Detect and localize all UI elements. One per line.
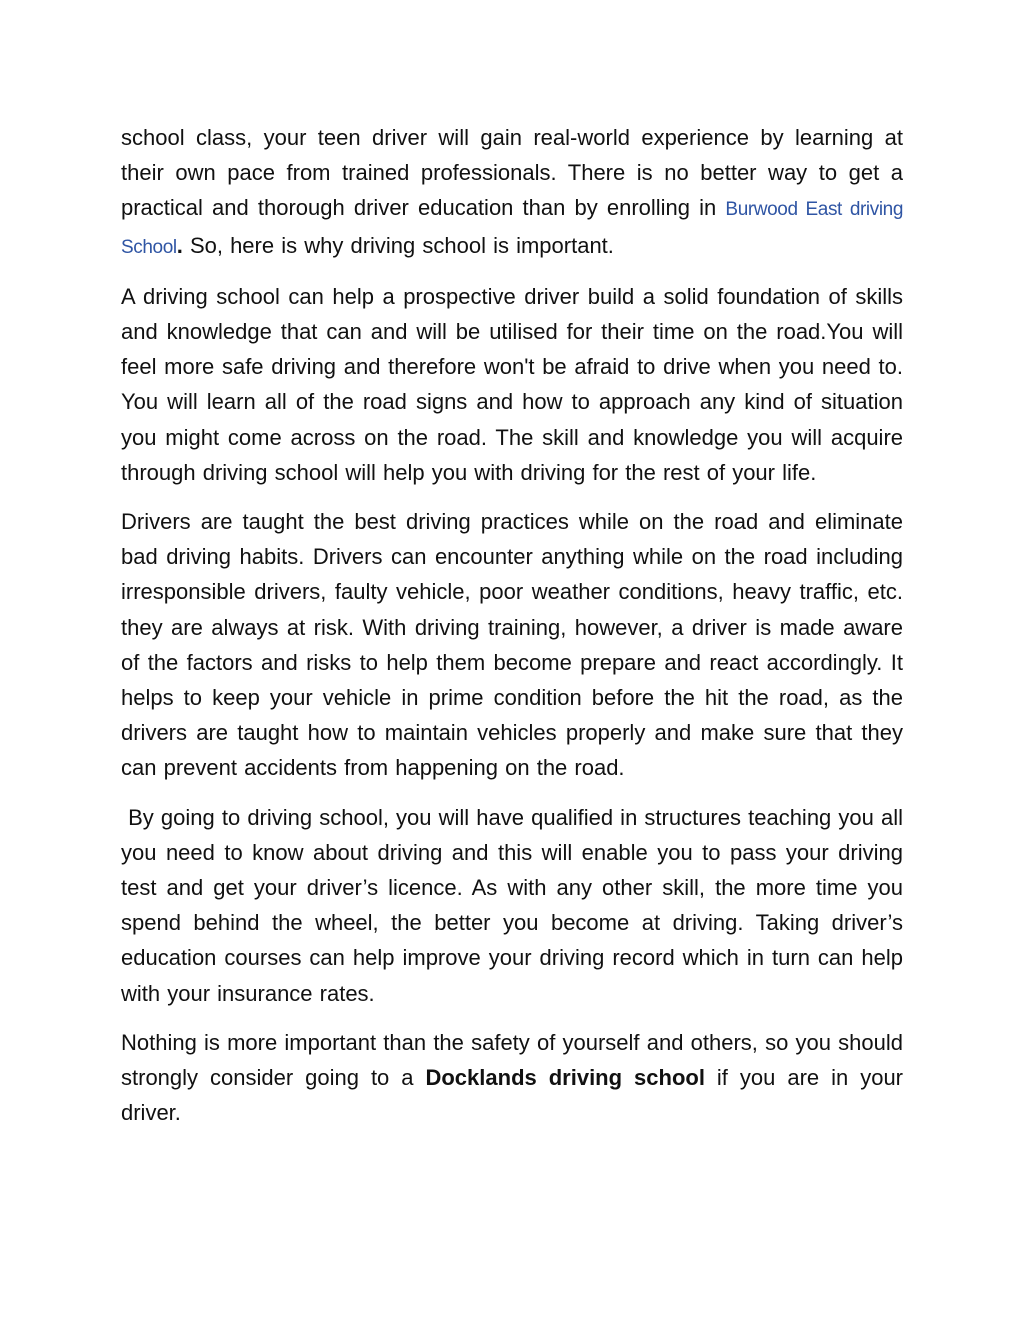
paragraph-intro-text: school class, your teen driver will gain real-world experience by learning at their own pace from trained professionals. There is no better way to get a practical and thorough driver education than by enrolling in xyxy=(121,125,903,221)
period-bold: . xyxy=(176,232,183,258)
paragraph-qualified-instructors: By going to driving school, you will have qualified in structures teaching you all you need to know about driving and this will enable you to pass your driving test and get your driver’s licence. As with any other skill, the more time you spend behind the wheel, the better you become at driving. Taking driver’s education courses can help improve your driving record which in turn can help with your insurance rates. xyxy=(121,804,911,1006)
paragraph-foundation: A driving school can help a prospective driver build a solid foundation of skills and knowledge that can and will be utilised for their time on the road.You will feel more safe driving and therefore won't be afraid to drive when you need to. You will learn all of the road signs and how to approach any kind of situation you might come across on the road. The skill and knowledge you will acquire through driving school will help you with driving for the rest of your life. xyxy=(121,283,903,485)
paragraph-conclusion-text-end: if you are in your driver. xyxy=(121,1065,904,1126)
burwood-east-driving-school-link[interactable]: Burwood East driving School xyxy=(121,199,903,258)
paragraph-best-practices: Drivers are taught the best driving practices while on the road and eliminate bad driving habits. Drivers can encounter anything while on the road including irresponsible drivers, faulty vehicle, poor weather conditions, heavy traffic, etc. they are always at risk. With driving training, however, a driver is made aware of the factors and risks to help them become prepare and react accordingly. It helps to keep your vehicle in prime condition before the hit the road, as the drivers are taught how to maintain vehicles properly and make sure that they can prevent accidents from happening on the road. xyxy=(121,509,903,781)
docklands-driving-school-bold: Docklands driving school xyxy=(425,1065,705,1091)
document-page xyxy=(121,120,911,1144)
paragraph-conclusion-text: Nothing is more important than the safety of yourself and others, so you should strongly consider going to a xyxy=(121,1029,903,1091)
paragraph-intro-text-end: So, here is why driving school is important. xyxy=(182,232,614,258)
paragraph-intro xyxy=(121,120,903,265)
paragraph-conclusion xyxy=(121,1025,903,1131)
